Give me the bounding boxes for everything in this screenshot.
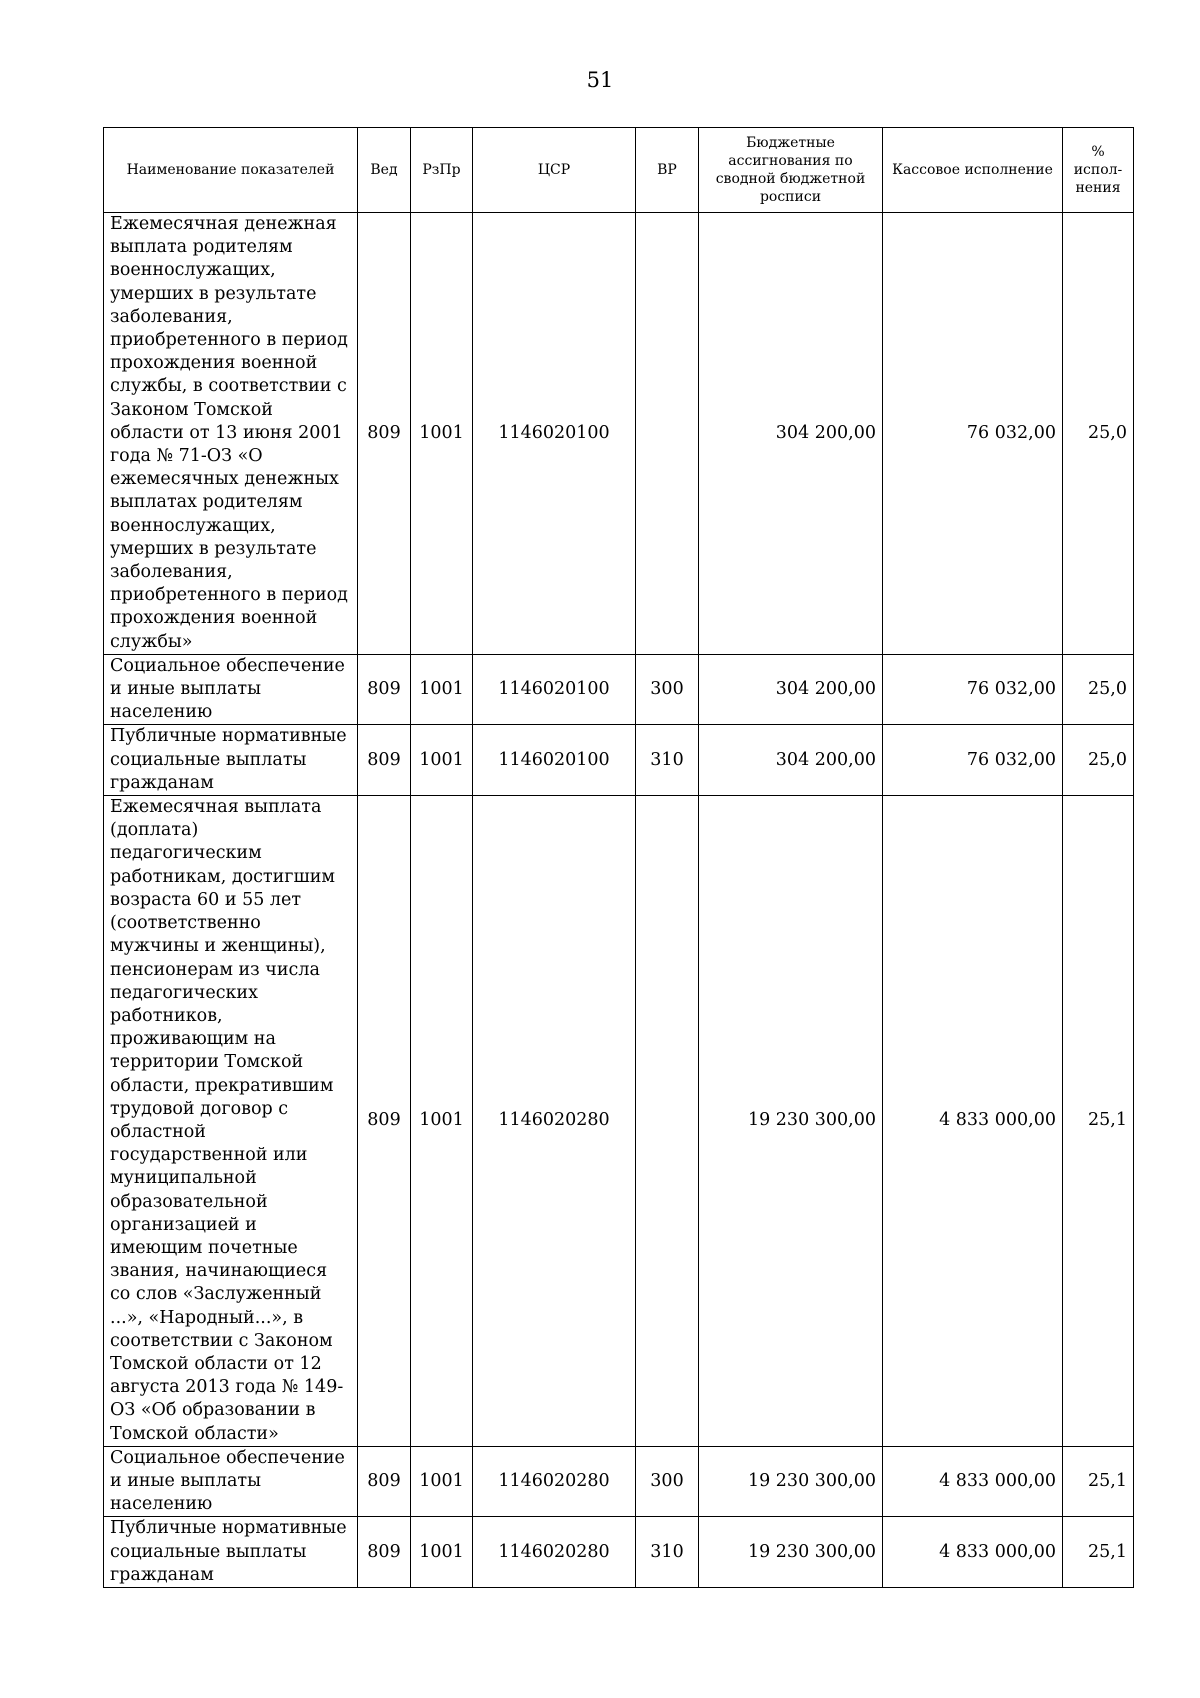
row-percent: 25,1 — [1063, 1517, 1134, 1588]
row-cash: 76 032,00 — [883, 213, 1063, 655]
header-vr: ВР — [636, 128, 699, 213]
row-csr: 1146020100 — [473, 725, 636, 796]
row-ved: 809 — [358, 725, 411, 796]
row-csr: 1146020100 — [473, 213, 636, 655]
row-vr: 310 — [636, 1517, 699, 1588]
page-number: 51 — [586, 68, 614, 92]
row-budget: 304 200,00 — [699, 725, 883, 796]
header-rzpr: РзПр — [411, 128, 473, 213]
header-percent: % испол-нения — [1063, 128, 1134, 213]
header-csr: ЦСР — [473, 128, 636, 213]
row-ved: 809 — [358, 654, 411, 725]
row-name: Ежемесячная денежная выплата родителям военнослужащих, умерших в результате заболевания, приобретенного в период прохождения военной службы, в соответствии с Законом Томской области от 13 июня 2001 года № 71-ОЗ «О ежемесячных денежных выплатах родителям военнослужащих, умерших в результате заболевания, приобретенного в период прохождения военной службы» — [104, 213, 358, 655]
row-budget: 304 200,00 — [699, 213, 883, 655]
row-percent: 25,0 — [1063, 654, 1134, 725]
row-ved: 809 — [358, 1517, 411, 1588]
row-cash: 4 833 000,00 — [883, 796, 1063, 1447]
row-ved: 809 — [358, 213, 411, 655]
row-vr — [636, 213, 699, 655]
row-vr: 310 — [636, 725, 699, 796]
row-csr: 1146020280 — [473, 1517, 636, 1588]
header-cash: Кассовое исполнение — [883, 128, 1063, 213]
row-percent: 25,1 — [1063, 1446, 1134, 1517]
row-csr: 1146020280 — [473, 1446, 636, 1517]
table-header-row — [104, 128, 1134, 213]
row-vr — [636, 796, 699, 1447]
row-cash: 76 032,00 — [883, 725, 1063, 796]
row-rzpr: 1001 — [411, 1517, 473, 1588]
table-row — [104, 213, 1134, 655]
row-cash: 4 833 000,00 — [883, 1517, 1063, 1588]
row-cash: 76 032,00 — [883, 654, 1063, 725]
table-row — [104, 1446, 1134, 1517]
row-name: Социальное обеспечение и иные выплаты населению — [104, 1446, 358, 1517]
row-name: Социальное обеспечение и иные выплаты населению — [104, 654, 358, 725]
table-row — [104, 1517, 1134, 1588]
row-percent: 25,0 — [1063, 213, 1134, 655]
row-rzpr: 1001 — [411, 725, 473, 796]
row-rzpr: 1001 — [411, 796, 473, 1447]
row-budget: 19 230 300,00 — [699, 1446, 883, 1517]
row-rzpr: 1001 — [411, 1446, 473, 1517]
row-vr: 300 — [636, 654, 699, 725]
row-name: Публичные нормативные социальные выплаты гражданам — [104, 725, 358, 796]
row-csr: 1146020280 — [473, 796, 636, 1447]
budget-execution-table — [103, 127, 1134, 1588]
table-row — [104, 725, 1134, 796]
row-rzpr: 1001 — [411, 654, 473, 725]
row-ved: 809 — [358, 796, 411, 1447]
row-rzpr: 1001 — [411, 213, 473, 655]
row-name: Публичные нормативные социальные выплаты гражданам — [104, 1517, 358, 1588]
row-vr: 300 — [636, 1446, 699, 1517]
row-cash: 4 833 000,00 — [883, 1446, 1063, 1517]
row-ved: 809 — [358, 1446, 411, 1517]
row-budget: 304 200,00 — [699, 654, 883, 725]
row-csr: 1146020100 — [473, 654, 636, 725]
header-budget: Бюджетные ассигнования по сводной бюджетной росписи — [699, 128, 883, 213]
row-budget: 19 230 300,00 — [699, 796, 883, 1447]
table-row — [104, 796, 1134, 1447]
header-ved: Вед — [358, 128, 411, 213]
row-percent: 25,0 — [1063, 725, 1134, 796]
table-row — [104, 654, 1134, 725]
header-name: Наименование показателей — [104, 128, 358, 213]
row-name: Ежемесячная выплата (доплата) педагогическим работникам, достигшим возраста 60 и 55 лет (соответственно мужчины и женщины), пенсионерам из числа педагогических работников, проживающим на территории Томской области, прекратившим трудовой договор с областной государственной или муниципальной образовательной организацией и имеющим почетные звания, начинающиеся со слов «Заслуженный ...», «Народный...», в соответствии с Законом Томской области от 12 августа 2013 года № 149-ОЗ «Об образовании в Томской области» — [104, 796, 358, 1447]
row-percent: 25,1 — [1063, 796, 1134, 1447]
row-budget: 19 230 300,00 — [699, 1517, 883, 1588]
